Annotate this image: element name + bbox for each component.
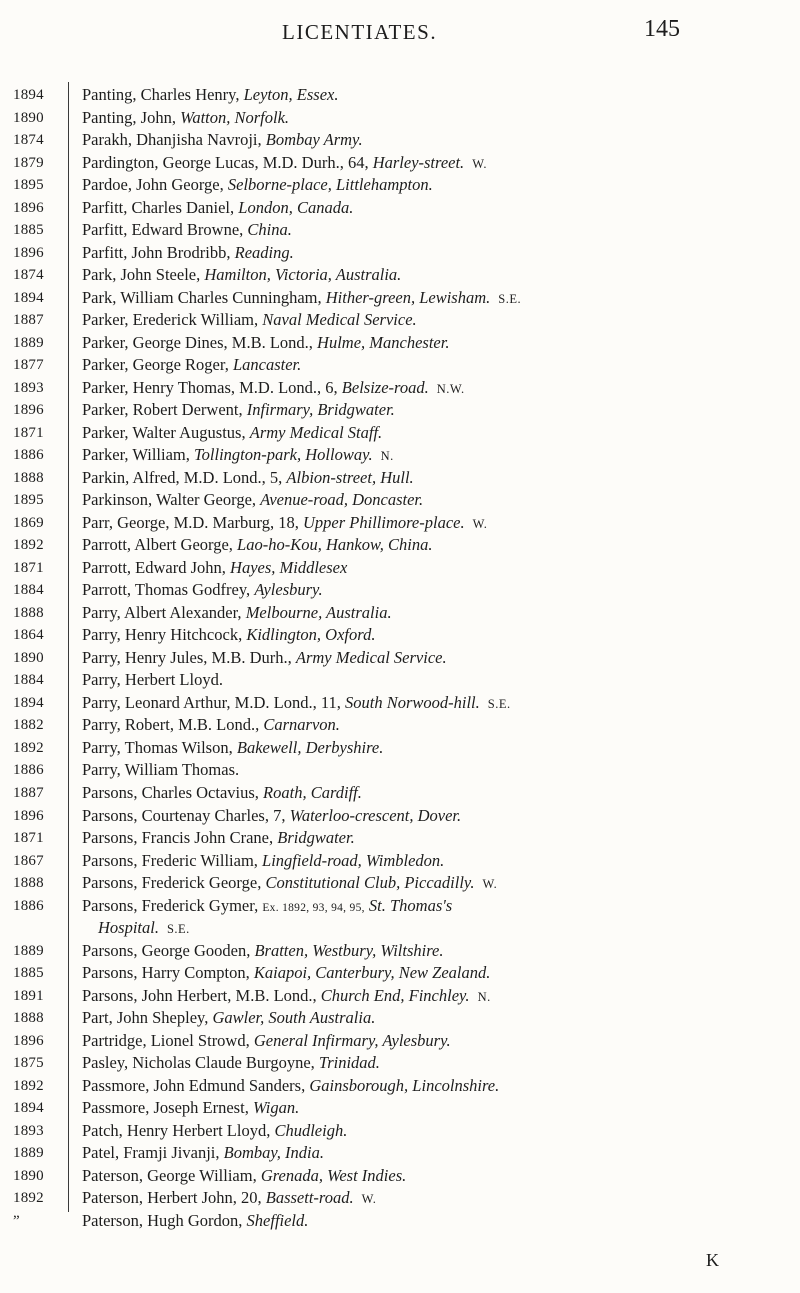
licentiate-name: Patch, Henry Herbert Lloyd, (82, 1120, 271, 1140)
year-of-licence: 1888 (13, 469, 44, 486)
list-item (0, 940, 800, 963)
year-of-licence: 1896 (13, 1032, 44, 1049)
licentiate-name: Parker, George Dines, M.B. Lond., (82, 332, 313, 352)
address: China. (247, 220, 292, 240)
licentiate-name: Parry, William Thomas. (82, 760, 240, 780)
licentiate-name: Parrott, Albert George, (82, 535, 233, 555)
entry-text (82, 895, 782, 919)
list-item (0, 805, 800, 828)
entry-text (82, 827, 782, 849)
entry-text (82, 624, 782, 646)
entry-text (82, 1007, 782, 1029)
list-item (0, 309, 800, 332)
address: Roath, Cardiff. (263, 782, 362, 802)
entry-text (82, 1187, 782, 1210)
list-item (0, 354, 800, 377)
address: St. Thomas's (368, 895, 453, 915)
year-of-licence: 1887 (13, 784, 44, 801)
year-of-licence: 1874 (13, 267, 44, 284)
entry-text (82, 129, 782, 151)
address: Constitutional Club, Piccadilly. (265, 873, 475, 893)
list-item (0, 1075, 800, 1098)
address: Trinidad. (318, 1053, 380, 1073)
entry-text (82, 759, 782, 781)
year-of-licence: 1884 (13, 582, 44, 599)
year-of-licence: 1888 (13, 1010, 44, 1027)
licentiate-name: Paterson, Herbert John, 20, (82, 1188, 262, 1208)
list-item (0, 850, 800, 873)
licentiate-name: Parfitt, Edward Browne, (82, 220, 244, 240)
licentiate-name: Parker, Robert Derwent, (82, 400, 243, 420)
licentiate-name: Paterson, Hugh Gordon, (82, 1210, 243, 1230)
licentiate-name: Parsons, Francis John Crane, (82, 828, 274, 848)
list-item (0, 737, 800, 760)
entry-text (82, 422, 782, 444)
list-item (0, 1007, 800, 1030)
list-item (0, 647, 800, 670)
address: Harley-street. (372, 152, 465, 172)
postal-district: N. (477, 989, 491, 1004)
year-of-licence: 1884 (13, 672, 44, 689)
list-item (0, 962, 800, 985)
licentiate-name: Parfitt, John Brodribb, (82, 242, 231, 262)
year-of-licence: 1886 (13, 762, 44, 779)
year-of-licence: 1874 (13, 132, 44, 149)
year-of-licence: 1890 (13, 1167, 44, 1184)
list-item (0, 1030, 800, 1053)
address: Wigan. (252, 1098, 300, 1118)
licentiate-name: Parry, Leonard Arthur, M.D. Lond., 11, (82, 692, 341, 712)
licentiate-name: Partridge, Lionel Strowd, (82, 1030, 250, 1050)
address: Church End, Finchley. (320, 985, 470, 1005)
licentiate-name: Parrott, Thomas Godfrey, (82, 580, 251, 600)
licentiate-name: Parker, George Roger, (82, 355, 229, 375)
entry-text (82, 850, 782, 872)
list-item (0, 624, 800, 647)
postal-district: S.E. (487, 696, 511, 711)
year-of-licence: 1888 (13, 604, 44, 621)
entry-text (82, 512, 782, 535)
list-item (0, 1210, 800, 1233)
licentiate-name: Parsons, Frederic William, (82, 850, 258, 870)
address: Upper Phillimore-place. (303, 512, 465, 532)
list-item (0, 692, 800, 715)
year-of-licence: 1892 (13, 1190, 44, 1207)
entry-text (82, 1030, 782, 1052)
entry-text (82, 242, 782, 264)
entry-text (82, 377, 782, 400)
list-item (0, 467, 800, 490)
address: Gawler, South Australia. (212, 1008, 376, 1028)
entry-text (82, 219, 782, 241)
licentiate-name: Parrott, Edward John, (82, 557, 226, 577)
entry-text (82, 692, 782, 715)
list-item (0, 1052, 800, 1075)
year-of-licence: 1890 (13, 109, 44, 126)
licentiate-name: Pardoe, John George, (82, 175, 224, 195)
list-item (0, 107, 800, 130)
entry-text (82, 489, 782, 511)
year-of-licence: 1877 (13, 357, 44, 374)
address: Bombay Army. (265, 130, 363, 150)
entry-text (82, 737, 782, 759)
year-of-licence: 1894 (13, 694, 44, 711)
year-of-licence: 1893 (13, 379, 44, 396)
address: Waterloo-crescent, Dover. (289, 805, 462, 825)
year-of-licence: 1892 (13, 537, 44, 554)
address: Lao-ho-Kou, Hankow, China. (237, 535, 433, 555)
entry-text (82, 1052, 782, 1074)
postal-district: W. (361, 1192, 377, 1207)
entry-text (98, 917, 798, 940)
year-of-licence: 1879 (13, 154, 44, 171)
address: Leyton, Essex. (243, 85, 339, 104)
address: Bombay, India. (223, 1143, 324, 1163)
list-item (0, 377, 800, 400)
entry-text (82, 782, 782, 804)
licentiate-name: Parsons, Courtenay Charles, 7, (82, 805, 286, 825)
list-item (0, 872, 800, 895)
running-head: LICENTIATES. (282, 20, 438, 44)
postal-district: N. (380, 449, 394, 464)
entry-text (82, 1120, 782, 1142)
postal-district: S.E. (166, 922, 190, 937)
address: Gainsborough, Lincolnshire. (309, 1075, 500, 1095)
address: Albion-street, Hull. (286, 467, 414, 487)
entry-text (82, 985, 782, 1008)
year-of-licence: 1896 (13, 807, 44, 824)
entry-text (82, 805, 782, 827)
licentiate-name: Parker, Walter Augustus, (82, 422, 246, 442)
year-of-licence: 1894 (13, 1100, 44, 1117)
entry-text (82, 602, 782, 624)
year-of-licence: 1864 (13, 627, 44, 644)
address: Lingfield-road, Wimbledon. (262, 850, 445, 870)
licentiate-name: Parfitt, Charles Daniel, (82, 197, 235, 217)
page-number: 145 (644, 16, 680, 42)
address: Reading. (234, 242, 294, 262)
licentiate-name: Panting, Charles Henry, (82, 85, 240, 104)
list-item (0, 242, 800, 265)
licentiate-name: Parsons, Charles Octavius, (82, 782, 259, 802)
year-of-licence: 1889 (13, 334, 44, 351)
address: Kidlington, Oxford. (246, 625, 376, 645)
entry-text (82, 152, 782, 175)
list-item (0, 827, 800, 850)
licentiate-name: Parry, Henry Jules, M.B. Durh., (82, 647, 292, 667)
year-of-licence: 1889 (13, 1145, 44, 1162)
entry-text (82, 1142, 782, 1164)
licentiate-name: Patel, Framji Jivanji, (82, 1143, 220, 1163)
address: Bratten, Westbury, Wiltshire. (254, 940, 444, 960)
address: Kaiapoi, Canterbury, New Zealand. (253, 963, 491, 983)
licentiate-name: Parakh, Dhanjisha Navroji, (82, 130, 262, 150)
postal-district: W. (472, 156, 487, 171)
year-of-licence: 1895 (13, 177, 44, 194)
address: Chudleigh. (274, 1120, 348, 1140)
year-of-licence: 1894 (13, 87, 44, 103)
address: Lancaster. (232, 355, 302, 375)
address: Naval Medical Service. (262, 310, 417, 330)
entry-text (82, 1097, 782, 1119)
entry-text (82, 354, 782, 376)
address: Army Medical Service. (295, 647, 447, 667)
list-item (0, 917, 800, 940)
year-of-licence: 1869 (13, 514, 44, 531)
postal-district: N.W. (436, 381, 465, 396)
list-item (0, 489, 800, 512)
address: Aylesbury. (254, 580, 323, 600)
entry-text (82, 557, 782, 579)
entry-text (82, 287, 782, 310)
list-item (0, 602, 800, 625)
licentiate-name: Parker, Erederick William, (82, 310, 259, 330)
list-item (0, 1187, 800, 1210)
entry-text (82, 940, 782, 962)
address: Melbourne, Australia. (245, 602, 392, 622)
licentiate-name: Parry, Thomas Wilson, (82, 737, 233, 757)
licentiate-name: Paterson, George William, (82, 1165, 257, 1185)
year-of-licence: 1895 (13, 492, 44, 509)
list-item (0, 174, 800, 197)
address: Grenada, West Indies. (260, 1165, 407, 1185)
licentiate-name: Passmore, Joseph Ernest, (82, 1098, 249, 1118)
address: Bakewell, Derbyshire. (236, 737, 384, 757)
list-item (0, 1142, 800, 1165)
address: Avenue-road, Doncaster. (260, 490, 424, 510)
year-of-licence: 1871 (13, 830, 44, 847)
address: Hospital. (98, 918, 159, 938)
list-item (0, 782, 800, 805)
licentiate-name: Parry, Robert, M.B. Lond., (82, 715, 260, 735)
licentiate-name: Parker, William, (82, 445, 190, 465)
list-item (0, 287, 800, 310)
address: Tollington-park, Holloway. (194, 445, 373, 465)
entry-text (82, 332, 782, 354)
licentiate-name: Parsons, Frederick George, (82, 873, 262, 893)
year-of-licence: 1896 (13, 199, 44, 216)
list-item (0, 264, 800, 287)
year-of-licence: 1867 (13, 852, 44, 869)
examiner-years: Ex. 1892, 93, 94, 95, (262, 901, 365, 914)
address: Army Medical Staff. (249, 422, 383, 442)
year-of-licence: 1891 (13, 987, 44, 1004)
list-item (0, 714, 800, 737)
postal-district: W. (482, 877, 498, 892)
entry-text (82, 962, 782, 984)
licentiate-name: Pasley, Nicholas Claude Burgoyne, (82, 1053, 315, 1073)
list-item (0, 219, 800, 242)
year-of-licence: 1889 (13, 942, 44, 959)
entry-text (82, 264, 782, 286)
licentiate-name: Parry, Henry Hitchcock, (82, 625, 243, 645)
entry-text (82, 714, 782, 736)
entry-text (82, 872, 782, 895)
year-of-licence: 1892 (13, 739, 44, 756)
year-of-licence: 1896 (13, 402, 44, 419)
address: Carnarvon. (263, 715, 340, 735)
year-of-licence: 1885 (13, 222, 44, 239)
entry-text (82, 84, 782, 106)
list-item (0, 669, 800, 692)
entry-text (82, 669, 782, 691)
list-item (0, 444, 800, 467)
entry-text (82, 197, 782, 219)
list-item (0, 895, 800, 918)
list-item (0, 759, 800, 782)
year-of-licence: 1893 (13, 1122, 44, 1139)
list-item (0, 152, 800, 175)
year-of-licence: 1896 (13, 244, 44, 261)
signature-mark: K (706, 1250, 719, 1270)
list-item (0, 1120, 800, 1143)
licentiate-name: Parsons, John Herbert, M.B. Lond., (82, 985, 317, 1005)
licentiate-name: Pardington, George Lucas, M.D. Durh., 64, (82, 152, 369, 172)
entry-text (82, 467, 782, 489)
licentiate-name: Parsons, George Gooden, (82, 940, 251, 960)
year-of-licence: 1875 (13, 1055, 44, 1072)
address: Hither-green, Lewisham. (325, 287, 491, 307)
entry-text (82, 647, 782, 669)
address: Hulme, Manchester. (317, 332, 450, 352)
postal-district: S.E. (498, 291, 522, 306)
list-item (0, 985, 800, 1008)
entry-text (82, 399, 782, 421)
licentiate-name: Passmore, John Edmund Sanders, (82, 1075, 306, 1095)
entry-text (82, 174, 782, 196)
entry-text (82, 309, 782, 331)
licentiate-name: Park, John Steele, (82, 265, 201, 285)
list-item (0, 399, 800, 422)
licentiate-name: Parry, Herbert Lloyd. (82, 670, 223, 690)
list-item (0, 579, 800, 602)
licentiate-name: Parr, George, M.D. Marburg, 18, (82, 512, 299, 532)
list-item (0, 1165, 800, 1188)
licentiate-list (0, 84, 800, 1232)
entry-text (82, 579, 782, 601)
licentiate-name: Parsons, Harry Compton, (82, 963, 250, 983)
list-item (0, 332, 800, 355)
list-item (0, 422, 800, 445)
address: Hayes, Middlesex (230, 557, 348, 577)
entry-text (82, 1210, 782, 1232)
licentiate-name: Panting, John, (82, 107, 176, 127)
list-item (0, 129, 800, 152)
entry-text (82, 1075, 782, 1097)
licentiate-name: Parry, Albert Alexander, (82, 602, 242, 622)
year-of-licence: 1882 (13, 717, 44, 734)
licentiate-name: Parker, Henry Thomas, M.D. Lond., 6, (82, 377, 338, 397)
year-of-licence: 1890 (13, 649, 44, 666)
address: Watton, Norfolk. (180, 107, 290, 127)
list-item (0, 557, 800, 580)
year-of-licence: 1871 (13, 559, 44, 576)
year-of-licence: 1887 (13, 312, 44, 329)
address: Bridgwater. (277, 828, 355, 848)
entry-text (82, 107, 782, 129)
year-of-licence: 1894 (13, 289, 44, 306)
entry-text (82, 1165, 782, 1187)
list-item (0, 512, 800, 535)
list-item (0, 1097, 800, 1120)
year-of-licence: 1886 (13, 447, 44, 464)
year-of-licence: 1871 (13, 424, 44, 441)
year-of-licence: 1886 (13, 897, 44, 914)
list-item (0, 84, 800, 107)
licentiate-name: Part, John Shepley, (82, 1008, 209, 1028)
address: Sheffield. (246, 1210, 309, 1230)
entry-text (82, 534, 782, 556)
year-of-licence: 1888 (13, 875, 44, 892)
year-of-licence: ” (13, 1212, 20, 1229)
entry-text (82, 444, 782, 467)
postal-district: W. (472, 516, 488, 531)
list-item (0, 197, 800, 220)
address: Bassett-road. (265, 1188, 354, 1208)
address: Hamilton, Victoria, Australia. (204, 265, 402, 285)
licentiate-name: Park, William Charles Cunningham, (82, 287, 322, 307)
address: Belsize-road. (341, 377, 429, 397)
address: South Norwood-hill. (345, 692, 480, 712)
licentiate-name: Parkin, Alfred, M.D. Lond., 5, (82, 467, 283, 487)
address: Infirmary, Bridgwater. (246, 400, 395, 420)
licentiate-name: Parkinson, Walter George, (82, 490, 257, 510)
year-of-licence: 1885 (13, 965, 44, 982)
address: London, Canada. (238, 197, 354, 217)
address: Selborne-place, Littlehampton. (227, 175, 433, 195)
list-item (0, 534, 800, 557)
address: General Infirmary, Aylesbury. (253, 1030, 451, 1050)
year-of-licence: 1892 (13, 1077, 44, 1094)
licentiate-name: Parsons, Frederick Gymer, (82, 895, 259, 915)
